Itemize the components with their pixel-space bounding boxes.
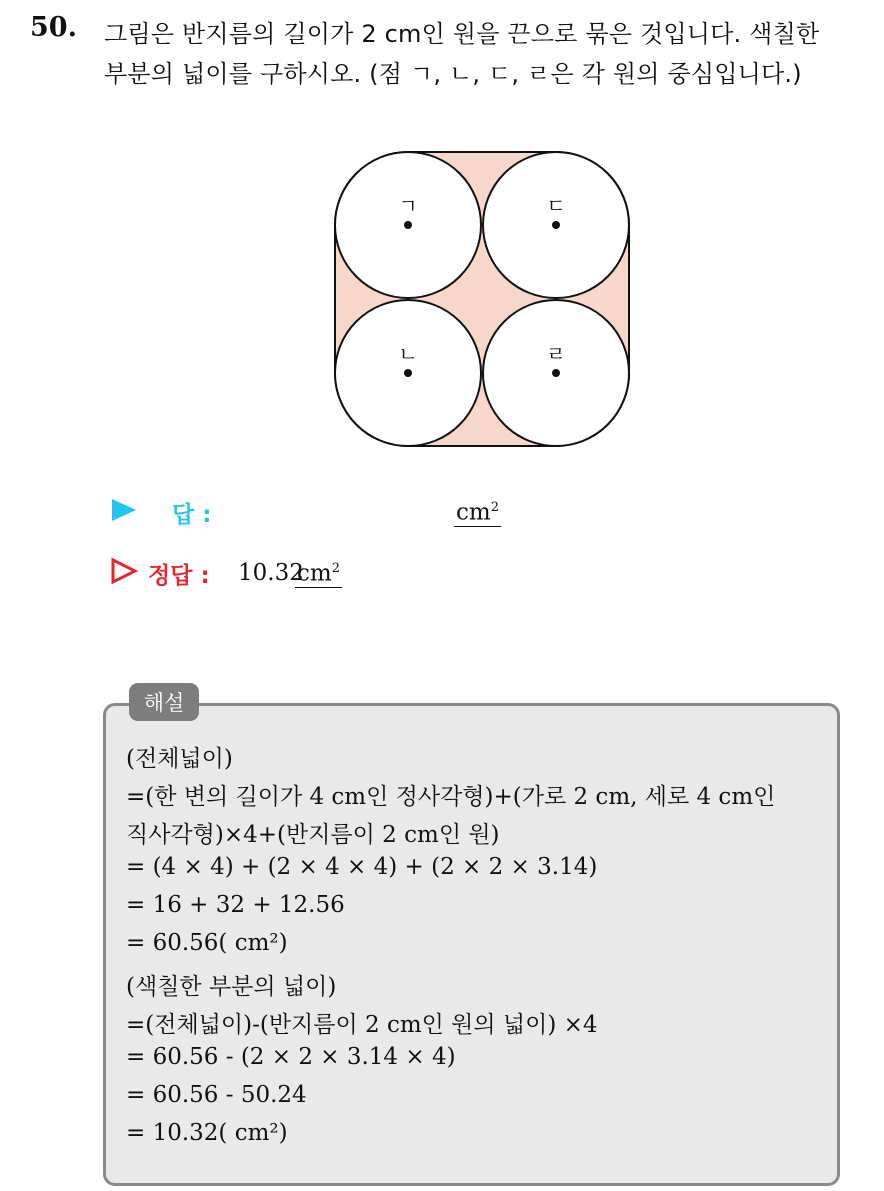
correct-answer-label: 정답 : xyxy=(148,563,210,589)
solution-line-3: 직사각형)×4+(반지름이 2 cm인 원) xyxy=(126,822,500,848)
question-text-line-2: 부분의 넓이를 구하시오. (점 ㄱ, ㄴ, ㄷ, ㄹ은 각 원의 중심입니다.) xyxy=(104,60,802,88)
solution-line-4: = (4 × 4) + (2 × 4 × 4) + (2 × 2 × 3.14) xyxy=(126,854,598,880)
correct-answer-unit: $cm^2$ xyxy=(295,556,342,588)
solution-tag: 해설 xyxy=(129,683,199,721)
center-point-bottom-right xyxy=(552,369,560,377)
solution-line-1: (전체넓이) xyxy=(126,746,233,772)
label-bottom-left: ㄴ xyxy=(398,342,418,366)
center-point-top-left xyxy=(404,221,412,229)
solution-line-5: = 16 + 32 + 12.56 xyxy=(126,892,345,918)
answer-unit: $cm^2$ xyxy=(454,495,501,527)
solution-line-2: =(한 변의 길이가 4 cm인 정사각형)+(가로 2 cm, 세로 4 cm인 xyxy=(126,784,776,810)
solution-line-6: = 60.56( cm²) xyxy=(126,930,288,956)
center-point-top-right xyxy=(552,221,560,229)
label-bottom-right: ㄹ xyxy=(546,342,566,366)
center-point-bottom-left xyxy=(404,369,412,377)
outline-triangle-icon xyxy=(110,557,138,585)
question-text-line-1: 그림은 반지름의 길이가 2 cm인 원을 끈으로 묶은 것입니다. 색칠한 xyxy=(104,20,820,48)
label-top-left: ㄱ xyxy=(398,194,418,218)
solution-line-8: =(전체넓이)-(반지름이 2 cm인 원의 넓이) ×4 xyxy=(126,1012,598,1038)
correct-answer-value: 10.32 xyxy=(238,560,304,586)
answer-label: 답 : xyxy=(172,502,212,528)
solution-line-7: (색칠한 부분의 넓이) xyxy=(126,974,337,1000)
solution-line-10: = 60.56 - 50.24 xyxy=(126,1082,307,1108)
solution-line-11: = 10.32( cm²) xyxy=(126,1120,288,1146)
filled-triangle-icon xyxy=(110,497,138,523)
label-top-right: ㄷ xyxy=(546,194,566,218)
question-number: 50. xyxy=(30,12,77,43)
solution-line-9: = 60.56 - (2 × 2 × 3.14 × 4) xyxy=(126,1044,456,1070)
